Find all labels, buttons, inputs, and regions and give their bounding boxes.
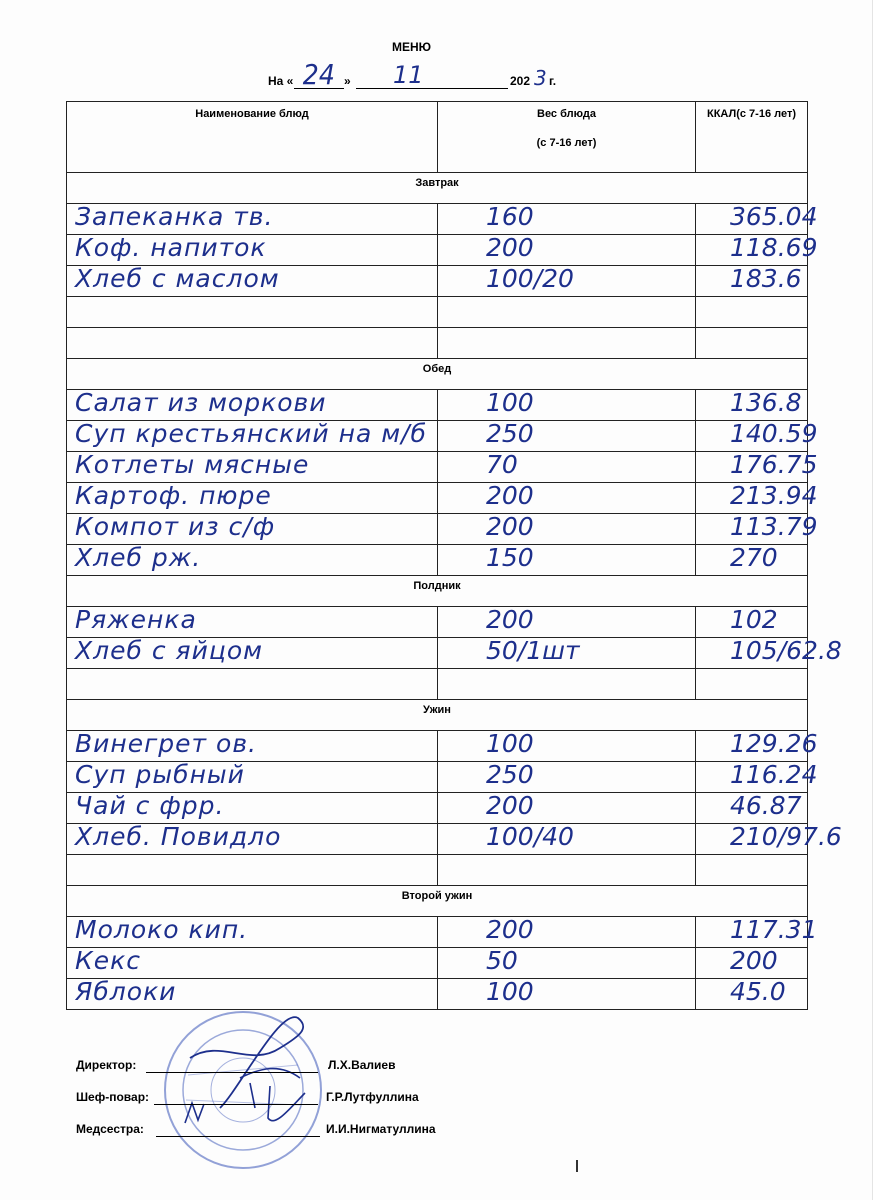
handwritten-kcal: 118.69 [730, 233, 818, 262]
weight-cell [438, 204, 696, 235]
nurse-name: И.И.Нигматуллина [326, 1122, 436, 1136]
director-label: Директор: [76, 1058, 137, 1072]
dish-cell [67, 793, 438, 824]
table-row [67, 328, 808, 359]
handwritten-dish: Хлеб. Повидло [75, 822, 282, 851]
weight-cell [438, 390, 696, 421]
weight-cell [438, 762, 696, 793]
kcal-cell [696, 915, 818, 948]
dish-cell [67, 948, 438, 979]
section-title-cell [67, 173, 808, 204]
handwritten-weight: 150 [486, 543, 534, 572]
handwritten-dish: Кекс [75, 946, 141, 975]
dish-cell [67, 824, 438, 855]
dish-cell [67, 731, 438, 762]
weight-cell [438, 824, 696, 855]
kcal-cell [696, 669, 808, 700]
handwritten-kcal: 136.8 [730, 388, 802, 417]
handwritten-dish: Котлеты мясные [75, 450, 310, 479]
kcal-cell [696, 233, 818, 266]
table-row [67, 855, 808, 886]
column-header-dish: Наименование блюд [67, 102, 438, 173]
kcal-cell [696, 328, 808, 359]
date-prefix: На « [268, 74, 294, 88]
section-title: Ужин [423, 704, 451, 716]
handwritten-weight: 100 [486, 729, 534, 758]
chef-name: Г.Р.Лутфуллина [326, 1090, 419, 1104]
dish-cell [67, 297, 438, 328]
weight-cell [438, 235, 696, 266]
table-row [67, 793, 808, 824]
weight-cell [438, 638, 696, 669]
handwritten-dish: Компот из с/ф [75, 512, 276, 541]
kcal-cell [696, 512, 818, 545]
table-row [67, 762, 808, 793]
dish-cell [67, 917, 438, 948]
column-header-weight-line2: (с 7-16 лет) [536, 137, 597, 149]
section-title: Полдник [413, 580, 461, 592]
handwritten-kcal: 270 [730, 543, 778, 572]
table-row [67, 452, 808, 483]
section-row [67, 173, 808, 204]
handwritten-weight: 200 [486, 512, 534, 541]
director-signature-line [146, 1072, 318, 1073]
director-name: Л.Х.Валиев [328, 1058, 396, 1072]
dish-cell [67, 390, 438, 421]
handwritten-kcal: 117.31 [730, 915, 818, 944]
table-row [67, 607, 808, 638]
chef-signature-row [76, 1090, 576, 1110]
column-header-kcal: ККАЛ(с 7-16 лет) [696, 102, 808, 173]
date-line [268, 58, 588, 91]
kcal-cell [696, 202, 818, 235]
weight-cell [438, 979, 696, 1010]
handwritten-weight: 50 [486, 946, 518, 975]
dish-cell [67, 421, 438, 452]
handwritten-kcal: 113.79 [730, 512, 818, 541]
handwritten-dish: Запеканка тв. [75, 202, 274, 231]
handwritten-month: 11 [393, 61, 424, 89]
section-row [67, 576, 808, 607]
handwritten-dish: Винегрет ов. [75, 729, 257, 758]
dish-cell [67, 669, 438, 700]
section-title: Второй ужин [401, 890, 473, 902]
section-title: Завтрак [415, 177, 459, 189]
kcal-cell [696, 793, 808, 824]
handwritten-dish: Салат из моркови [75, 388, 327, 417]
kcal-cell [696, 481, 818, 514]
weight-cell [438, 266, 696, 297]
kcal-cell [696, 545, 808, 576]
handwritten-dish: Хлеб с маслом [75, 264, 280, 293]
nurse-signature-row [76, 1122, 576, 1142]
kcal-cell [696, 266, 808, 297]
handwritten-kcal: 213.94 [730, 481, 818, 510]
table-row [67, 514, 808, 545]
handwritten-dish: Яблоки [75, 977, 177, 1006]
handwritten-weight: 160 [486, 202, 534, 231]
dish-cell [67, 235, 438, 266]
section-title-cell [67, 359, 808, 390]
section-title-cell [67, 576, 808, 607]
date-close-quote: » [344, 74, 351, 88]
dish-cell [67, 483, 438, 514]
weight-cell [438, 452, 696, 483]
section-title-cell [67, 886, 808, 917]
kcal-cell [696, 979, 808, 1010]
section-row [67, 886, 808, 917]
table-row [67, 948, 808, 979]
dish-cell [67, 762, 438, 793]
page-title: МЕНЮ [392, 40, 432, 54]
weight-cell [438, 793, 696, 824]
weight-cell [438, 731, 696, 762]
weight-cell [438, 297, 696, 328]
dish-cell [67, 204, 438, 235]
signatures-block [76, 1058, 676, 1178]
table-header-row [67, 102, 808, 173]
table-row [67, 483, 808, 514]
kcal-cell [696, 760, 818, 793]
chef-label: Шеф-повар: [76, 1090, 150, 1104]
handwritten-kcal: 46.87 [730, 791, 802, 820]
kcal-cell [696, 855, 808, 886]
handwritten-kcal: 116.24 [730, 760, 818, 789]
handwritten-day: 24 [302, 58, 335, 91]
handwritten-kcal: 176.75 [730, 450, 818, 479]
handwritten-kcal: 200 [730, 946, 778, 975]
handwritten-kcal: 105/62.8 [730, 636, 842, 665]
table-row [67, 204, 808, 235]
column-header-weight-line1: Вес блюда [537, 108, 596, 120]
year-prefix: 202 [510, 74, 531, 88]
dish-cell [67, 514, 438, 545]
nurse-signature-line [156, 1136, 320, 1137]
handwritten-weight: 100 [486, 977, 534, 1006]
table-row [67, 731, 808, 762]
handwritten-dish: Суп рыбный [75, 760, 245, 789]
handwritten-dish: Хлеб рж. [75, 543, 202, 572]
kcal-cell [696, 636, 842, 669]
handwritten-weight: 100/40 [486, 822, 574, 851]
handwritten-kcal: 129.26 [730, 729, 818, 758]
handwritten-kcal: 365.04 [730, 202, 818, 231]
weight-cell [438, 917, 696, 948]
dish-cell [67, 328, 438, 359]
handwritten-weight: 250 [486, 760, 534, 789]
handwritten-weight: 200 [486, 233, 534, 262]
month-underline [356, 88, 508, 89]
handwritten-year-digit: 3 [534, 66, 547, 90]
chef-signature-line [154, 1104, 318, 1105]
handwritten-weight: 250 [486, 419, 534, 448]
weight-cell [438, 855, 696, 886]
kcal-cell [696, 948, 808, 979]
weight-cell [438, 607, 696, 638]
handwritten-kcal: 102 [730, 605, 778, 634]
dish-cell [67, 638, 438, 669]
weight-cell [438, 948, 696, 979]
table-row [67, 235, 808, 266]
kcal-cell [696, 297, 808, 328]
handwritten-weight: 50/1шт [486, 636, 580, 665]
handwritten-kcal: 45.0 [730, 977, 786, 1006]
handwritten-weight: 200 [486, 791, 534, 820]
table-row [67, 638, 808, 669]
page-mark [576, 1160, 578, 1172]
dish-cell [67, 452, 438, 483]
section-title-cell [67, 700, 808, 731]
menu-table [66, 101, 842, 1010]
weight-cell [438, 545, 696, 576]
section-row [67, 359, 808, 390]
dish-cell [67, 607, 438, 638]
kcal-cell [696, 729, 818, 762]
handwritten-kcal: 140.59 [730, 419, 818, 448]
weight-cell [438, 483, 696, 514]
section-title: Обед [422, 363, 452, 375]
kcal-cell [696, 419, 818, 452]
table-row [67, 266, 808, 297]
handwritten-weight: 100 [486, 388, 534, 417]
table-row [67, 390, 808, 421]
kcal-cell [696, 450, 818, 483]
handwritten-dish: Суп крестьянский на м/б [75, 419, 427, 448]
kcal-cell [696, 390, 808, 421]
handwritten-dish: Чай с фрр. [75, 791, 225, 820]
section-row [67, 700, 808, 731]
year-suffix: г. [549, 74, 557, 88]
table-row [67, 669, 808, 700]
table-row [67, 917, 808, 948]
kcal-cell [696, 822, 842, 855]
table-row [67, 824, 808, 855]
handwritten-dish: Молоко кип. [75, 915, 249, 944]
handwritten-dish: Картоф. пюре [75, 481, 272, 510]
dish-cell [67, 266, 438, 297]
director-signature-row [76, 1058, 576, 1078]
handwritten-weight: 100/20 [486, 264, 574, 293]
kcal-cell [696, 607, 808, 638]
column-header-weight [438, 102, 696, 173]
handwritten-weight: 70 [486, 450, 518, 479]
dish-cell [67, 545, 438, 576]
handwritten-weight: 200 [486, 481, 534, 510]
handwritten-dish: Хлеб с яйцом [75, 636, 264, 665]
weight-cell [438, 669, 696, 700]
handwritten-weight: 200 [486, 915, 534, 944]
dish-cell [67, 855, 438, 886]
table-row [67, 421, 808, 452]
table-row [67, 297, 808, 328]
weight-cell [438, 514, 696, 545]
handwritten-kcal: 183.6 [730, 264, 802, 293]
handwritten-kcal: 210/97.6 [730, 822, 842, 851]
table-row [67, 545, 808, 576]
handwritten-dish: Ряженка [75, 605, 197, 634]
weight-cell [438, 421, 696, 452]
handwritten-weight: 200 [486, 605, 534, 634]
handwritten-dish: Коф. напиток [75, 233, 267, 262]
nurse-label: Медсестра: [76, 1122, 144, 1136]
weight-cell [438, 328, 696, 359]
